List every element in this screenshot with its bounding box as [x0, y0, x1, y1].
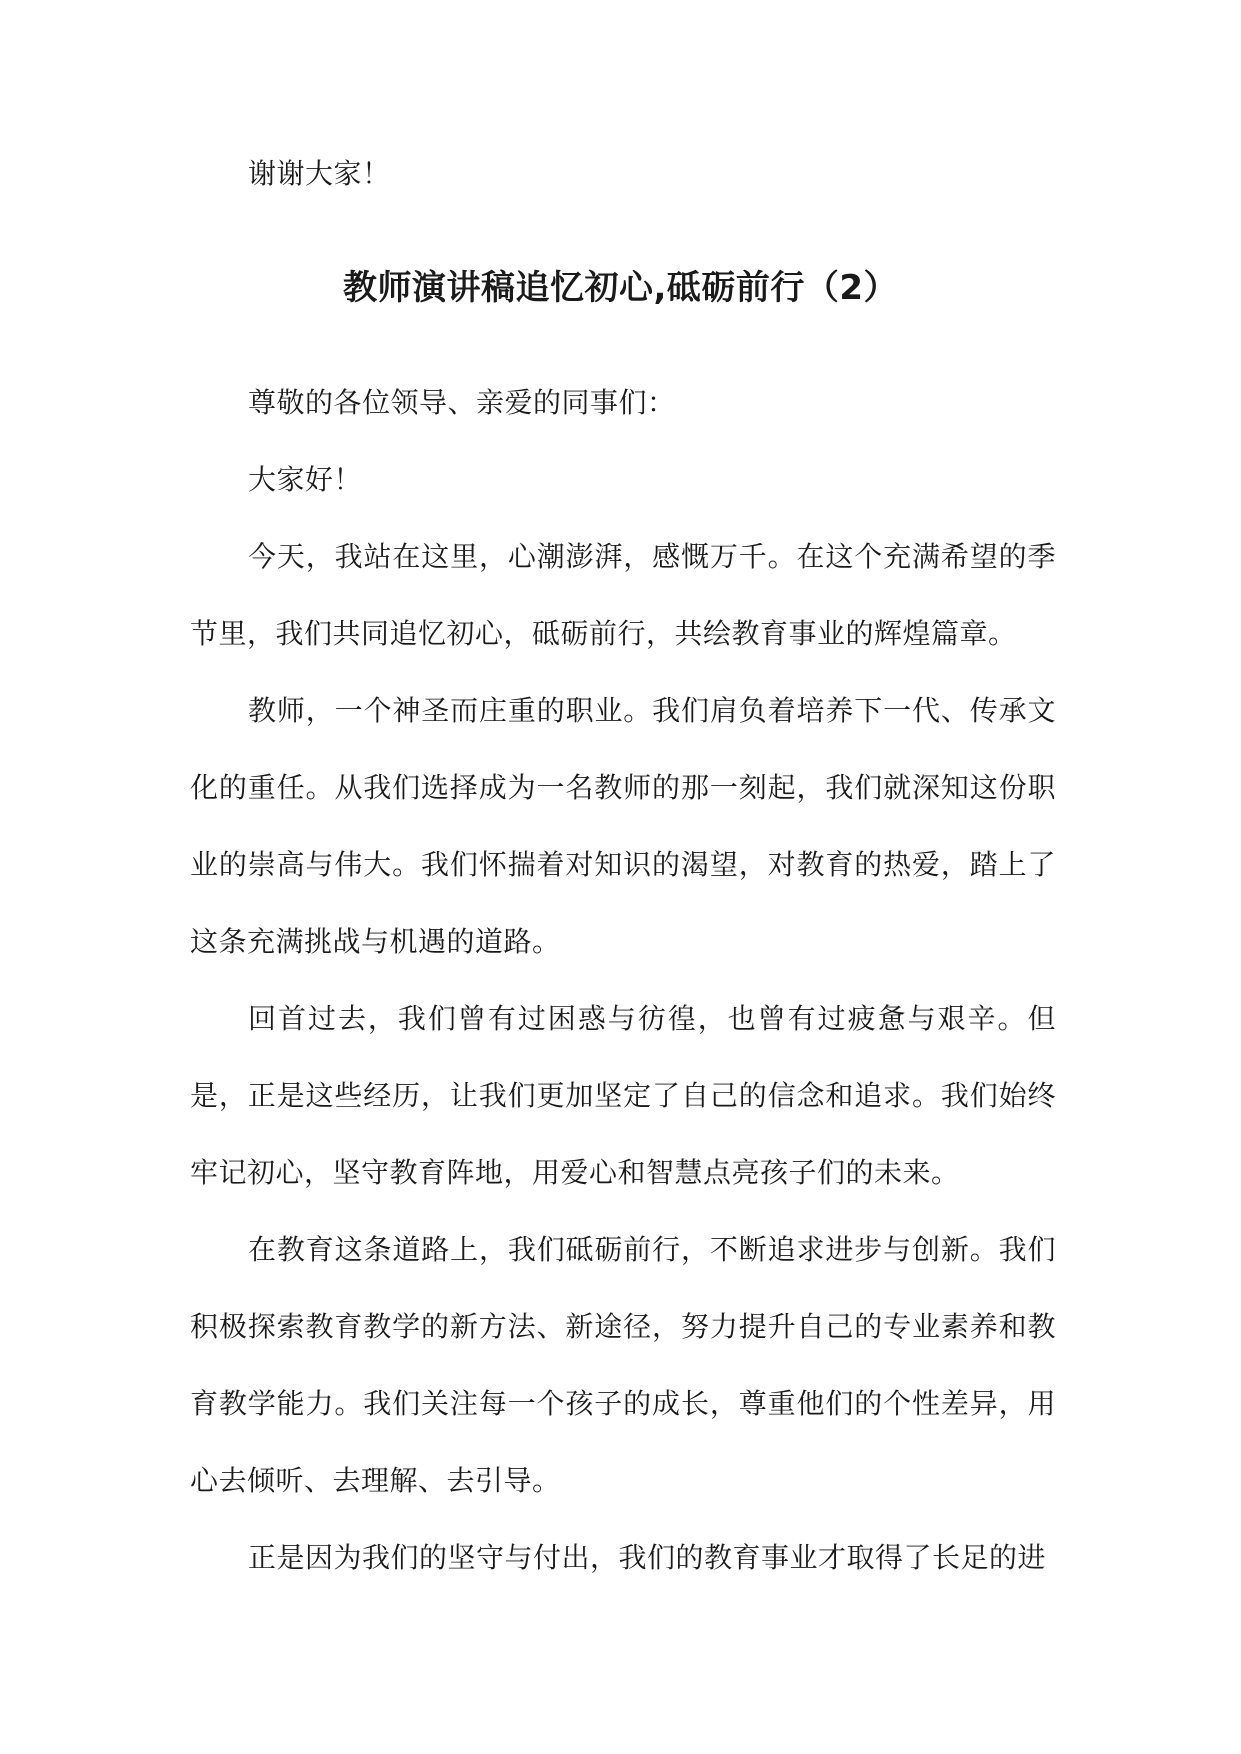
paragraph: 教师，一个神圣而庄重的职业。我们肩负着培养下一代、传承文化的重任。从我们选择成为一名教师的那一刻起，我们就深知这份职业的崇高与伟大。我们怀揣着对知识的渴望，对教育的热爱，踏上了这条充满挑战与机遇的道路。	[190, 694, 1056, 958]
paragraph: 在教育这条道路上，我们砥砺前行，不断追求进步与创新。我们积极探索教育教学的新方法、新途径，努力提升自己的专业素养和教育教学能力。我们关注每一个孩子的成长，尊重他们的个性差异，用心去倾听、去理解、去引导。	[190, 1233, 1056, 1497]
salutation: 尊敬的各位领导、亲爱的同事们：	[248, 386, 676, 419]
paragraph: 回首过去，我们曾有过困惑与彷徨，也曾有过疲惫与艰辛。但是，正是这些经历，让我们更加坚定了自己的信念和追求。我们始终牢记初心，坚守教育阵地，用爱心和智慧点亮孩子们的未来。	[190, 1002, 1056, 1189]
paragraph: 今天，我站在这里，心潮澎湃，感慨万千。在这个充满希望的季节里，我们共同追忆初心，砥砺前行，共绘教育事业的辉煌篇章。	[190, 540, 1056, 650]
closing-line: 谢谢大家！	[248, 157, 391, 190]
document-title: 教师演讲稿追忆初心,砥砺前行（2）	[342, 268, 899, 308]
greeting: 大家好！	[248, 463, 363, 496]
paragraph: 正是因为我们的坚守与付出，我们的教育事业才取得了长足的进	[248, 1541, 1047, 1574]
